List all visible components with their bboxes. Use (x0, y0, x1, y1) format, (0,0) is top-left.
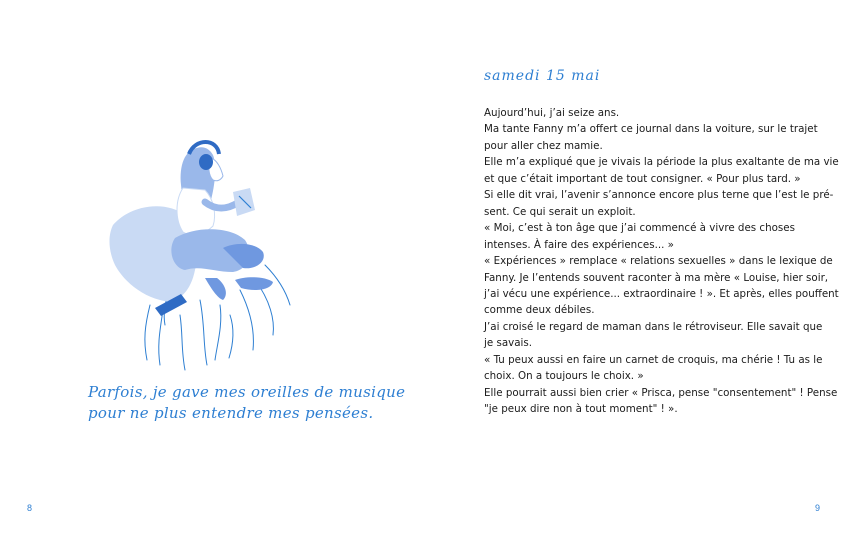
illustration-caption (88, 382, 406, 424)
text-line: « Expériences » remplace « relations sexuelles » dans le lexique de (484, 255, 833, 268)
diary-entry (484, 105, 839, 418)
text-line: Aujourd’hui, j’ai seize ans. (484, 107, 620, 119)
page-number-right: 9 (815, 503, 821, 513)
text-line: J’ai croisé le regard de maman dans le rétroviseur. Elle savait que (484, 320, 823, 333)
text-line: Si elle dit vrai, l’avenir s’annonce encore plus terne que l’est le pré- (484, 189, 834, 202)
diary-date-heading: samedi 15 mai (484, 68, 601, 84)
text-line: comme deux débiles. (484, 304, 595, 317)
text-line: Elle pourrait aussi bien crier « Prisca, pense "consentement" ! Pense (484, 386, 838, 399)
text-line: choix. On a toujours le choix. » (484, 370, 644, 383)
text-line: Ma tante Fanny m’a offert ce journal dans la voiture, sur le trajet (484, 123, 818, 136)
text-line: j’ai vécu une expérience... extraordinaire ! ». Et après, elles pouffent (484, 287, 839, 300)
text-line: intenses. À faire des expériences... » (484, 238, 674, 251)
caption-line: Parfois, je gave mes oreilles de musique (88, 383, 406, 401)
text-line: je savais. (484, 337, 533, 350)
text-line: pour aller chez mamie. (484, 139, 603, 152)
caption-line: pour ne plus entendre mes pensées. (88, 404, 374, 422)
text-line: "je peux dire non à tout moment" ! ». (484, 403, 678, 416)
text-line: sent. Ce qui serait un exploit. (484, 205, 636, 218)
girl-with-headphones-illustration (105, 130, 305, 375)
text-line: « Tu peux aussi en faire un carnet de croquis, ma chérie ! Tu as le (484, 353, 823, 366)
text-line: et que c’était important de tout consigner. « Pour plus tard. » (484, 172, 801, 185)
text-line: « Moi, c’est à ton âge que j’ai commencé à vivre des choses (484, 222, 795, 235)
text-line: Elle m’a expliqué que je vivais la période la plus exaltante de ma vie (484, 156, 839, 169)
page-number-left: 8 (27, 503, 33, 513)
text-line: Fanny. Je l’entends souvent raconter à ma mère « Louise, hier soir, (484, 271, 829, 284)
